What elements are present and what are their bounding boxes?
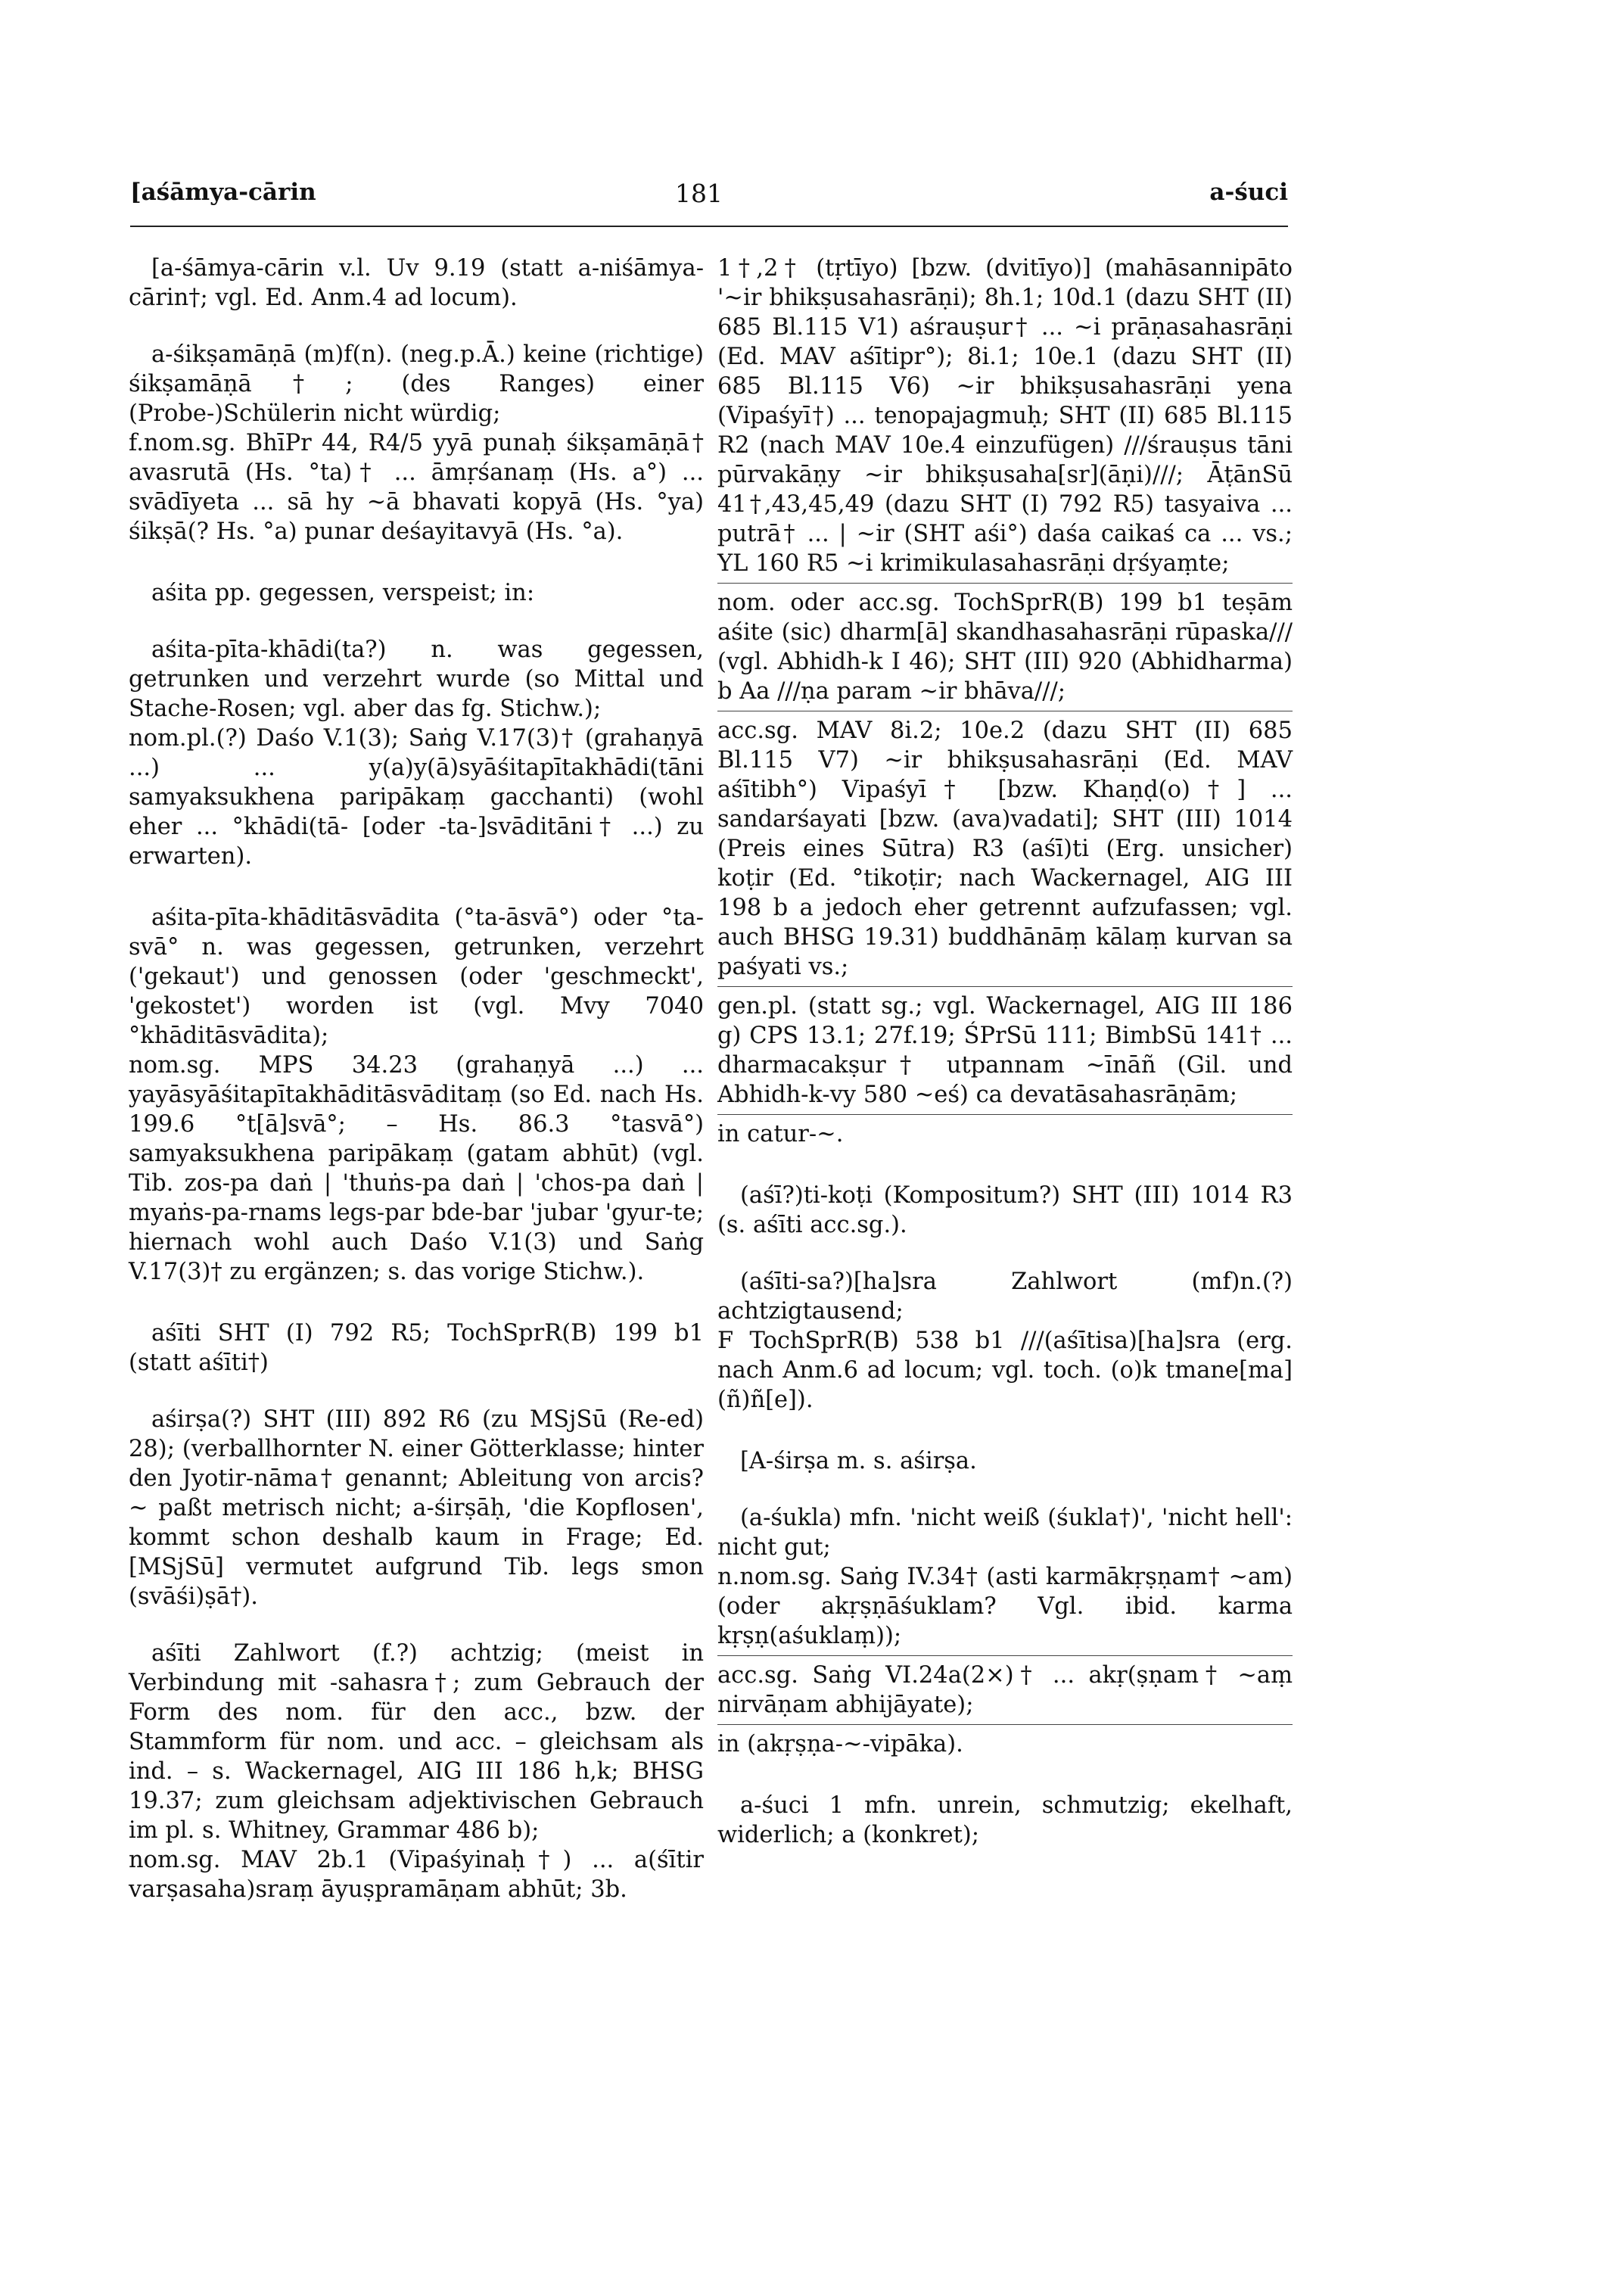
dictionary-entry xyxy=(129,1639,704,1909)
entry-citation: n.nom.sg. Saṅg IV.34† (asti karmākṛṣṇam† ~am) (oder akṛṣṇāśuklam? Vgl. ibid. karma kṛṣṇ(aśuklaṃ)); xyxy=(717,1562,1293,1656)
entry-citation: f.nom.sg. BhīPr 44, R4/5 yyā punaḥ śikṣamāṇā† avasrutā (Hs. °ta)† ... āmṛśanaṃ (Hs. a°) ... svādīyeta ... sā hy ~ā bhavati kopyā (Hs. °ya) śikṣā(? Hs. °a) punar deśayitavyā (Hs. °a). xyxy=(129,430,704,545)
entry-citation: in catur-~. xyxy=(717,1121,844,1147)
header-rule xyxy=(130,226,1288,227)
dictionary-entry xyxy=(129,340,704,551)
dictionary-entry xyxy=(129,903,704,1291)
running-header xyxy=(130,179,1288,216)
entry-citation: F TochSprR(B) 538 b1 ///(aśītisa)[ha]sra (erg. nach Anm.6 ad locum; vgl. toch. (o)k tmane[ma](ñ)ñ[e]). xyxy=(717,1328,1293,1413)
dictionary-entry xyxy=(129,635,704,876)
header-left-guideword: [aśāmya-cārin xyxy=(130,179,316,206)
entry-headword-definition: a-śikṣamāṇā (m)f(n). (neg.p.Ā.) keine (richtige) śikṣamāṇā†; (des Ranges) einer (Probe-)Schülerin nicht würdig; xyxy=(129,341,704,427)
entry-citation: acc.sg. MAV 8i.2; 10e.2 (dazu SHT (II) 685 Bl.115 V7) ~ir bhikṣusahasrāṇi (Ed. MAV aśītibh°) Vipaśyī† [bzw. Khaṇḍ(o)†] ... sandarśayati [bzw. (ava)vadati]; SHT (III) 1014 (Preis eines Sūtra) R3 (aśī)ti (Erg. unsicher) koṭir (Ed. °tikoṭir; nach Wackernagel, AIG III 198 b a jedoch eher getrennt aufzufassen; vgl. auch BHSG 19.31) buddhānāṃ kālaṃ kurvan sa paśyati vs.; xyxy=(717,716,1293,987)
entry-citation: nom. oder acc.sg. TochSprR(B) 199 b1 teṣām aśite (sic) dharm[ā] skandhasahasrāṇi rūpaska/// (vgl. Abhidh-k I 46); SHT (III) 920 (Abhidharma) b Aa ///ṇa param ~ir bhāva///; xyxy=(717,588,1293,711)
entry-citation: nom.pl.(?) Daśo V.1(3); Saṅg V.17(3)† (grahaṇyā ...) ... y(a)y(ā)syāśitapītakhādi(tāni samyaksukhena paripākaṃ gacchanti) (wohl eher ... °khādi(tā- [oder -ta-]svāditāni† ...) zu erwarten). xyxy=(129,725,704,870)
entry-headword-definition: aśīti SHT (I) 792 R5; TochSprR(B) 199 b1 (statt aśīti†) xyxy=(129,1320,704,1376)
dictionary-entry xyxy=(129,578,704,608)
page-number: 181 xyxy=(675,179,723,208)
entry-citation: nom.sg. MPS 34.23 (grahaṇyā ...) ... yayāsyāśitapītakhāditāsvāditaṃ (so Ed. nach Hs. 199.6 °t[ā]svā°; – Hs. 86.3 °tasvā°) samyaksukhena paripākaṃ (gatam abhūt) (vgl. Tib. zos-pa daṅ | 'thuṅs-pa daṅ | 'chos-pa daṅ | myaṅs-pa-rnams legs-par bde-bar 'jubar 'gyur-te; hiernach wohl auch Daśo V.1(3) und Saṅg V.17(3)† zu ergänzen; s. das vorige Stichw.). xyxy=(129,1052,704,1285)
entry-citation: in (akṛṣṇa-~-vipāka). xyxy=(717,1731,963,1757)
entry-headword-definition: aśita-pīta-khādi(ta?) n. was gegessen, getrunken und verzehrt wurde (so Mittal und Stache-Rosen; vgl. aber das fg. Stichw.); xyxy=(129,637,704,722)
entry-headword-definition: [a-śāmya-cārin v.l. Uv 9.19 (statt a-niśāmya-cārin†; vgl. Ed. Anm.4 ad locum). xyxy=(129,255,704,311)
entry-citation: 1†,2† (tṛtīyo) [bzw. (dvitīyo)] (mahāsannipāto '~ir bhikṣusahasrāṇi); 8h.1; 10d.1 (dazu SHT (II) 685 Bl.115 V1) aśrauṣur† ... ~i prāṇasahasrāṇi (Ed. MAV aśītipr°); 8i.1; 10e.1 (dazu SHT (II) 685 Bl.115 V6) ~ir bhikṣusahasrāṇi yena (Vipaśyī†) ... tenopajagmuḥ; SHT (II) 685 Bl.115 R2 (nach MAV 10e.4 einzufügen) ///śrauṣus tāni pūrvakāṇy ~ir bhikṣusaha[sr](āṇi)///; ĀṭānSū 41†,43,45,49 (dazu SHT (I) 792 R5) tasyaiva ... putrā† ... | ~ir (SHT aśi°) daśa caikaś ca ... vs.; YL 160 R5 ~i krimikulasahasrāṇi dṛśyaṃte; xyxy=(717,254,1293,584)
left-column xyxy=(129,254,704,1936)
entry-headword-definition: a-śuci 1 mfn. unrein, schmutzig; ekelhaft, widerlich; a (konkret); xyxy=(717,1792,1293,1848)
dictionary-entry xyxy=(717,1791,1293,1850)
entry-citation: acc.sg. Saṅg VI.24a(2×)† ... akṛ(ṣṇam† ~aṃ nirvāṇam abhijāyate); xyxy=(717,1661,1293,1725)
entry-headword-definition: aśīti Zahlwort (f.?) achtzig; (meist in Verbindung mit -sahasra†; zum Gebrauch der Form des nom. für den acc., bzw. der Stammform für nom. und acc. – gleichsam als ind. – s. Wackernagel, AIG III 186 h,k; BHSG 19.37; zum gleichsam adjektivischen Gebrauch im pl. s. Whitney, Grammar 486 b); xyxy=(129,1640,704,1844)
entry-headword-definition: aśita-pīta-khāditāsvādita (°ta-āsvā°) oder °ta-svā° n. was gegessen, getrunken, verzehrt ('gekaut') und genossen (oder 'geschmeckt', 'gekostet') worden ist (vgl. Mvy 7040 °khāditāsvādita); xyxy=(129,904,704,1049)
entry-headword-definition: [A-śirṣa m. s. aśirṣa. xyxy=(740,1448,977,1474)
right-column xyxy=(717,254,1293,1877)
entry-headword-definition: (aśīti-sa?)[ha]sra Zahlwort (mf)n.(?) achtzigtausend; xyxy=(717,1269,1293,1325)
entry-headword-definition: aśita pp. gegessen, verspeist; in: xyxy=(151,580,535,606)
dictionary-entry xyxy=(717,1267,1293,1419)
header-right-guideword: a-śuci xyxy=(1209,179,1288,206)
dictionary-entry xyxy=(717,1446,1293,1476)
dictionary-entry xyxy=(717,254,1293,1153)
entry-citation: gen.pl. (statt sg.; vgl. Wackernagel, AIG III 186 g) CPS 13.1; 27f.19; ŚPrSū 111; BimbSū 141† ... dharmacakṣur† utpannam ~īnāñ (Gil. und Abhidh-k-vy 580 ~eś) ca devatāsahasrāṇām; xyxy=(717,992,1293,1115)
dictionary-entry xyxy=(129,1318,704,1378)
entry-headword-definition: (aśī?)ti-koṭi (Kompositum?) SHT (III) 1014 R3 (s. aśīti acc.sg.). xyxy=(717,1182,1293,1238)
entry-headword-definition: aśirṣa(?) SHT (III) 892 R6 (zu MSjSū (Re-ed) 28); (verballhornter N. einer Götterklasse; hinter den Jyotir-nāma† genannt; Ableitung von arcis? ~ paßt metrisch nicht; a-śirṣāḥ, 'die Kopflosen', kommt schon deshalb kaum in Frage; Ed. [MSjSū] vermutet aufgrund Tib. legs smon (svāśi)ṣā†). xyxy=(129,1406,704,1610)
dictionary-entry xyxy=(717,1503,1293,1764)
dictionary-entry xyxy=(129,1405,704,1611)
dictionary-entry xyxy=(129,254,704,313)
dictionary-entry xyxy=(717,1181,1293,1240)
entry-citation: nom.sg. MAV 2b.1 (Vipaśyinaḥ†) ... a(śītir varṣasaha)sraṃ āyuṣpramāṇam abhūt; 3b. xyxy=(129,1847,704,1903)
entry-headword-definition: (a-śukla) mfn. 'nicht weiß (śukla†)', 'nicht hell': nicht gut; xyxy=(717,1505,1293,1561)
